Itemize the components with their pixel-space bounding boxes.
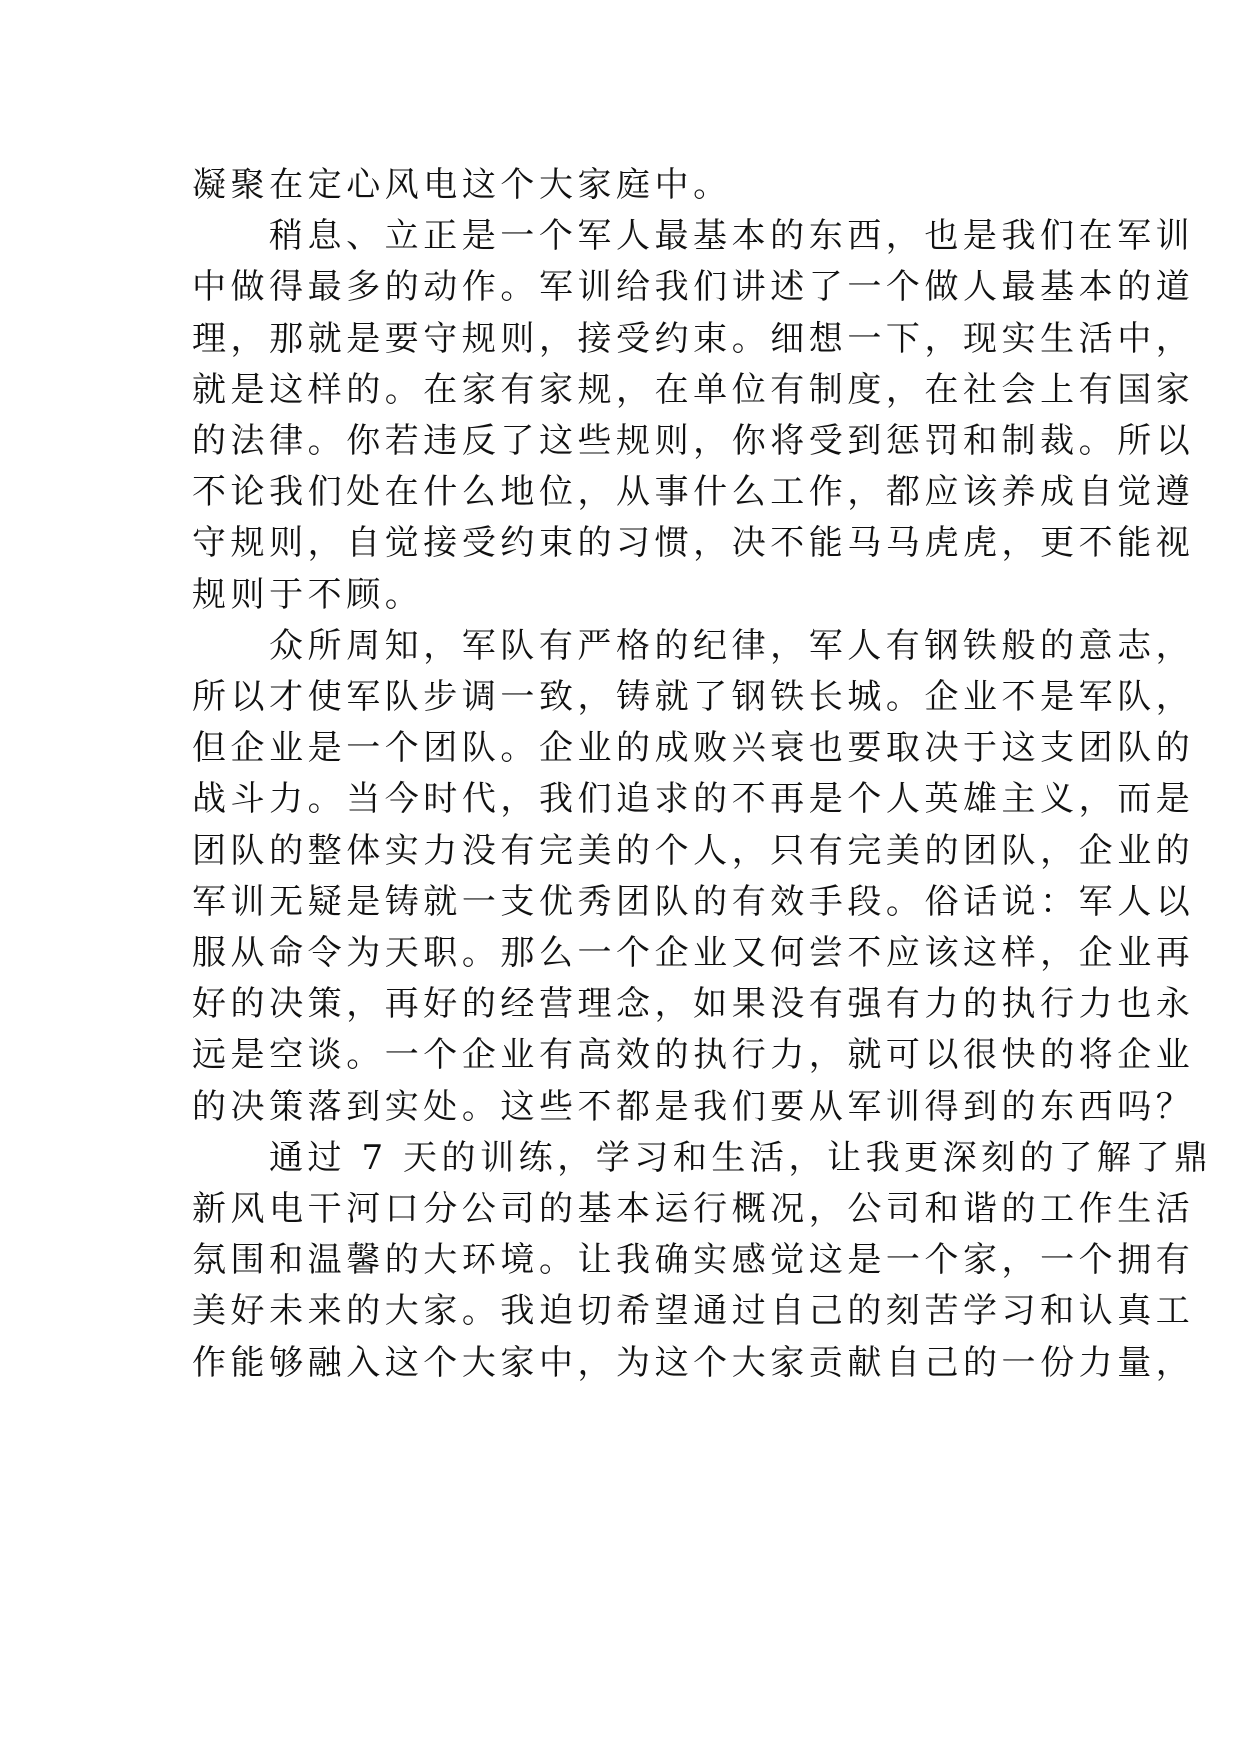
document-page: [192, 160, 1213, 1389]
paragraph-line: 团队的整体实力没有完美的个人，只有完美的团队，企业的: [192, 830, 1195, 871]
paragraph-line: 理，那就是要守规则，接受约束。细想一下，现实生活中，: [192, 318, 1195, 359]
paragraph-line: 稍息、立正是一个军人最基本的东西，也是我们在军训: [269, 216, 1195, 257]
paragraph-line: 通过 7 天的训练，学习和生活，让我更深刻的了解了鼎: [269, 1137, 1213, 1178]
paragraph-3: [192, 621, 1195, 1133]
paragraph-4: [192, 1133, 1213, 1389]
paragraph-line: 的决策落到实处。这些不都是我们要从军训得到的东西吗？: [192, 1086, 1195, 1127]
paragraph-line: 的法律。你若违反了这些规则，你将受到惩罚和制裁。所以: [192, 421, 1195, 462]
paragraph-line: 众所周知，军队有严格的纪律，军人有钢铁般的意志，: [269, 625, 1195, 666]
paragraph-2: [192, 211, 1195, 621]
paragraph-line: 但企业是一个团队。企业的成败兴衰也要取决于这支团队的: [192, 728, 1195, 769]
paragraph-line: 好的决策，再好的经营理念，如果没有强有力的执行力也永: [192, 984, 1195, 1025]
paragraph-line: 新风电干河口分公司的基本运行概况，公司和谐的工作生活: [192, 1189, 1195, 1230]
paragraph-line: 凝聚在定心风电这个大家庭中。: [192, 165, 732, 205]
paragraph-line: 规则于不顾。: [192, 574, 424, 615]
paragraph-line: 美好未来的大家。我迫切希望通过自己的刻苦学习和认真工: [192, 1291, 1195, 1332]
paragraph-line: 氛围和温馨的大环境。让我确实感觉这是一个家，一个拥有: [192, 1240, 1195, 1281]
paragraph-line: 中做得最多的动作。军训给我们讲述了一个做人最基本的道: [192, 267, 1195, 308]
paragraph-line: 作能够融入这个大家中，为这个大家贡献自己的一份力量，: [192, 1342, 1195, 1383]
paragraph-line: 所以才使军队步调一致，铸就了钢铁长城。企业不是军队，: [192, 677, 1195, 718]
paragraph-line: 服从命令为天职。那么一个企业又何尝不应该这样，企业再: [192, 933, 1195, 974]
paragraph-line: 军训无疑是铸就一支优秀团队的有效手段。俗话说：军人以: [192, 881, 1195, 922]
paragraph-line: 不论我们处在什么地位，从事什么工作，都应该养成自觉遵: [192, 472, 1195, 513]
paragraph-line: 守规则，自觉接受约束的习惯，决不能马马虎虎，更不能视: [192, 523, 1195, 564]
paragraph-1: [192, 160, 1052, 211]
paragraph-line: 就是这样的。在家有家规，在单位有制度，在社会上有国家: [192, 369, 1195, 410]
paragraph-line: 战斗力。当今时代，我们追求的不再是个人英雄主义，而是: [192, 779, 1195, 820]
paragraph-line: 远是空谈。一个企业有高效的执行力，就可以很快的将企业: [192, 1035, 1195, 1076]
